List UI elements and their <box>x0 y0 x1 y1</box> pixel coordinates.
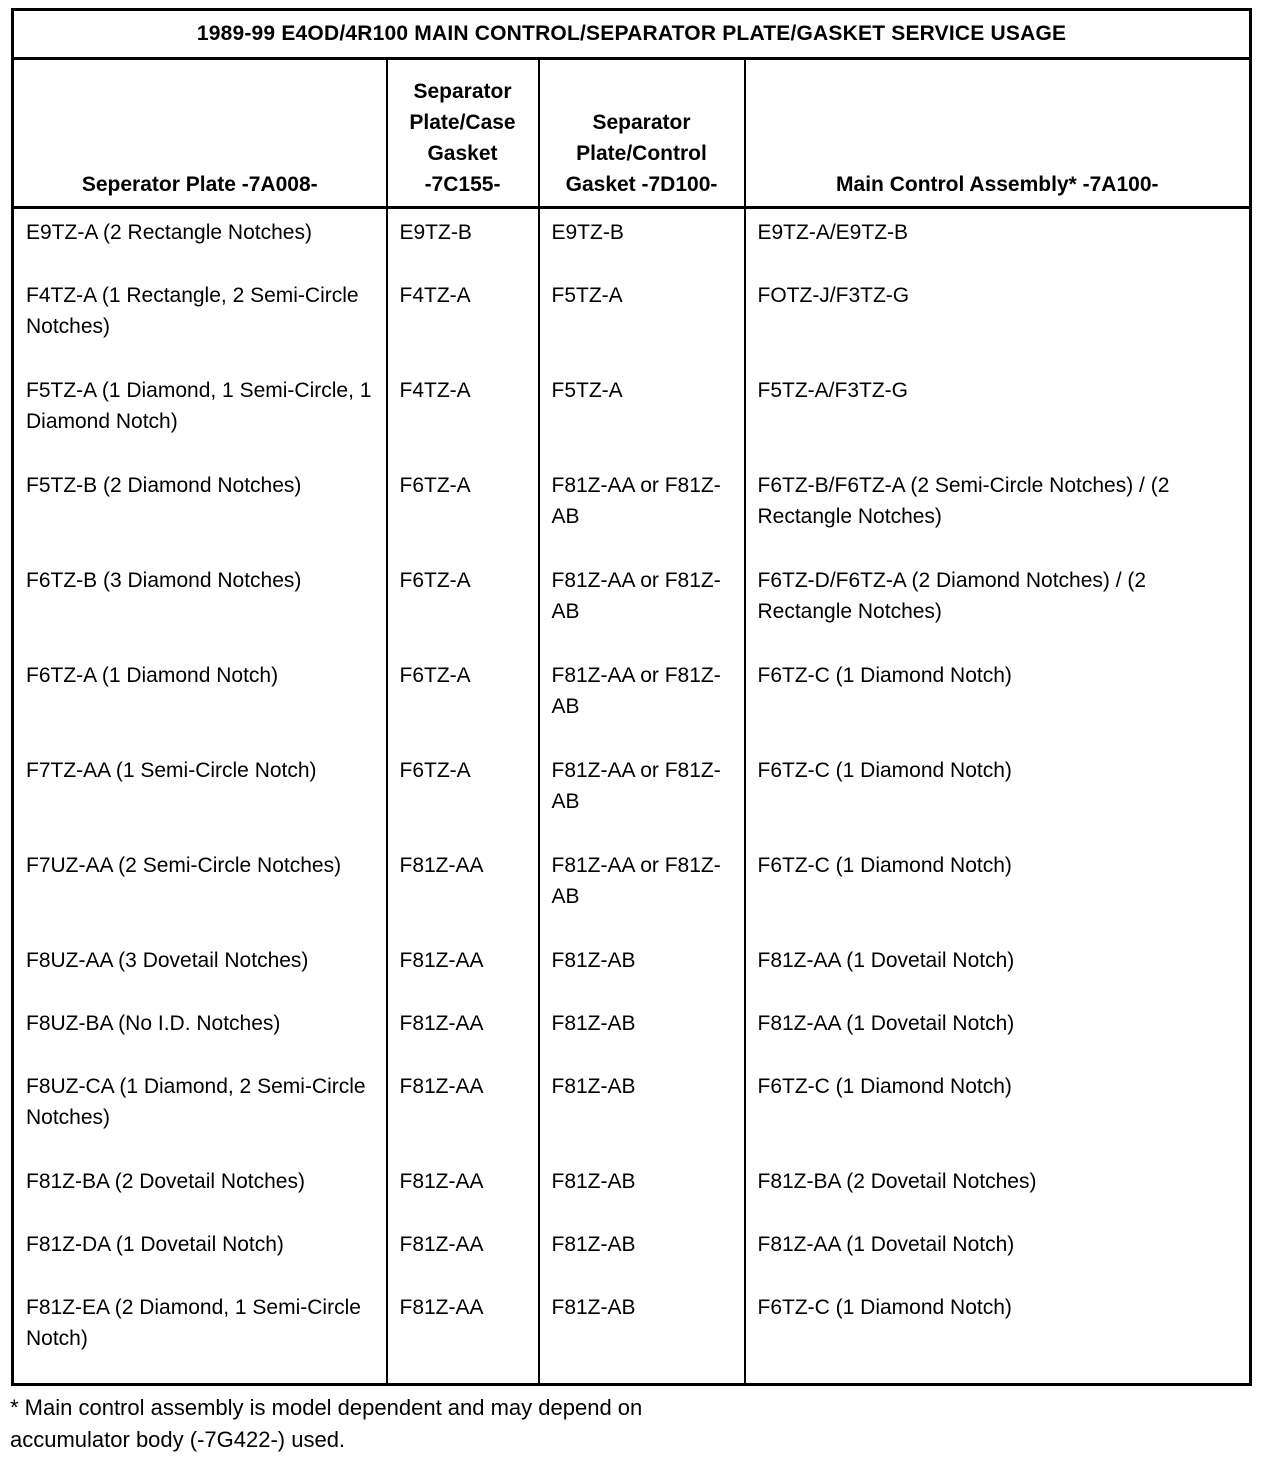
table-row <box>13 1221 1251 1284</box>
cell-separator-plate: F7TZ-AA (1 Semi-Circle Notch) <box>13 747 387 842</box>
cell-control-gasket: F81Z-AB <box>539 1000 745 1063</box>
cell-case-gasket: F6TZ-A <box>387 652 539 747</box>
cell-main-control: F6TZ-C (1 Diamond Notch) <box>745 1063 1251 1158</box>
cell-separator-plate: F8UZ-CA (1 Diamond, 2 Semi-Circle Notches) <box>13 1063 387 1158</box>
cell-main-control: F81Z-AA (1 Dovetail Notch) <box>745 937 1251 1000</box>
cell-main-control: F5TZ-A/F3TZ-G <box>745 367 1251 462</box>
table-row <box>13 557 1251 652</box>
table-row <box>13 272 1251 367</box>
cell-control-gasket: F81Z-AA or F81Z-AB <box>539 557 745 652</box>
column-header-control-gasket: Separator Plate/Control Gasket -7D100- <box>539 59 745 208</box>
cell-control-gasket: F81Z-AB <box>539 1221 745 1284</box>
cell-case-gasket: F6TZ-A <box>387 747 539 842</box>
table-row <box>13 367 1251 462</box>
cell-case-gasket: F81Z-AA <box>387 937 539 1000</box>
cell-main-control: F6TZ-B/F6TZ-A (2 Semi-Circle Notches) / (2 Rectangle Notches) <box>745 462 1251 557</box>
cell-control-gasket: F81Z-AB <box>539 1063 745 1158</box>
cell-main-control: FOTZ-J/F3TZ-G <box>745 272 1251 367</box>
cell-control-gasket: F81Z-AA or F81Z-AB <box>539 842 745 937</box>
cell-main-control: E9TZ-A/E9TZ-B <box>745 208 1251 273</box>
cell-control-gasket: F81Z-AB <box>539 1284 745 1385</box>
cell-separator-plate: F6TZ-A (1 Diamond Notch) <box>13 652 387 747</box>
cell-control-gasket: F5TZ-A <box>539 367 745 462</box>
cell-case-gasket: F4TZ-A <box>387 367 539 462</box>
footnote: * Main control assembly is model dependent and may depend on accumulator body (-7G422-) used. <box>10 1395 643 1452</box>
table-row <box>13 1000 1251 1063</box>
cell-control-gasket: F81Z-AB <box>539 937 745 1000</box>
cell-control-gasket: F81Z-AA or F81Z-AB <box>539 747 745 842</box>
cell-case-gasket: F81Z-AA <box>387 1063 539 1158</box>
table-row <box>13 1284 1251 1385</box>
cell-case-gasket: F6TZ-A <box>387 462 539 557</box>
table-row <box>13 1158 1251 1221</box>
cell-main-control: F81Z-AA (1 Dovetail Notch) <box>745 1221 1251 1284</box>
cell-separator-plate: F81Z-EA (2 Diamond, 1 Semi-Circle Notch) <box>13 1284 387 1385</box>
cell-separator-plate: F4TZ-A (1 Rectangle, 2 Semi-Circle Notches) <box>13 272 387 367</box>
cell-separator-plate: F8UZ-BA (No I.D. Notches) <box>13 1000 387 1063</box>
cell-separator-plate: F8UZ-AA (3 Dovetail Notches) <box>13 937 387 1000</box>
cell-case-gasket: F4TZ-A <box>387 272 539 367</box>
cell-separator-plate: F81Z-BA (2 Dovetail Notches) <box>13 1158 387 1221</box>
cell-separator-plate: F6TZ-B (3 Diamond Notches) <box>13 557 387 652</box>
table-row <box>13 1063 1251 1158</box>
cell-main-control: F81Z-AA (1 Dovetail Notch) <box>745 1000 1251 1063</box>
cell-main-control: F6TZ-C (1 Diamond Notch) <box>745 842 1251 937</box>
cell-case-gasket: F81Z-AA <box>387 1221 539 1284</box>
cell-separator-plate: F81Z-DA (1 Dovetail Notch) <box>13 1221 387 1284</box>
table-row <box>13 462 1251 557</box>
table-row <box>13 208 1251 273</box>
cell-control-gasket: F81Z-AB <box>539 1158 745 1221</box>
cell-control-gasket: F81Z-AA or F81Z-AB <box>539 652 745 747</box>
cell-control-gasket: F81Z-AA or F81Z-AB <box>539 462 745 557</box>
cell-main-control: F6TZ-C (1 Diamond Notch) <box>745 1284 1251 1385</box>
cell-case-gasket: F81Z-AA <box>387 1284 539 1385</box>
cell-case-gasket: F6TZ-A <box>387 557 539 652</box>
column-header-case-gasket: Separator Plate/Case Gasket -7C155- <box>387 59 539 208</box>
cell-control-gasket: E9TZ-B <box>539 208 745 273</box>
cell-main-control: F6TZ-D/F6TZ-A (2 Diamond Notches) / (2 Rectangle Notches) <box>745 557 1251 652</box>
table-row <box>13 842 1251 937</box>
cell-main-control: F6TZ-C (1 Diamond Notch) <box>745 747 1251 842</box>
service-usage-table-container <box>11 8 1249 1386</box>
cell-case-gasket: F81Z-AA <box>387 842 539 937</box>
table-row <box>13 652 1251 747</box>
cell-case-gasket: E9TZ-B <box>387 208 539 273</box>
cell-main-control: F81Z-BA (2 Dovetail Notches) <box>745 1158 1251 1221</box>
column-header-main-control-assembly: Main Control Assembly* -7A100- <box>745 59 1251 208</box>
table-row <box>13 937 1251 1000</box>
cell-case-gasket: F81Z-AA <box>387 1000 539 1063</box>
service-usage-table <box>11 8 1252 1386</box>
table-row <box>13 747 1251 842</box>
cell-separator-plate: F5TZ-B (2 Diamond Notches) <box>13 462 387 557</box>
column-header-separator-plate: Seperator Plate -7A008- <box>13 59 387 208</box>
cell-separator-plate: E9TZ-A (2 Rectangle Notches) <box>13 208 387 273</box>
table-title: 1989-99 E4OD/4R100 MAIN CONTROL/SEPARATOR PLATE/GASKET SERVICE USAGE <box>13 10 1251 59</box>
cell-control-gasket: F5TZ-A <box>539 272 745 367</box>
cell-main-control: F6TZ-C (1 Diamond Notch) <box>745 652 1251 747</box>
cell-separator-plate: F7UZ-AA (2 Semi-Circle Notches) <box>13 842 387 937</box>
cell-separator-plate: F5TZ-A (1 Diamond, 1 Semi-Circle, 1 Diamond Notch) <box>13 367 387 462</box>
cell-case-gasket: F81Z-AA <box>387 1158 539 1221</box>
